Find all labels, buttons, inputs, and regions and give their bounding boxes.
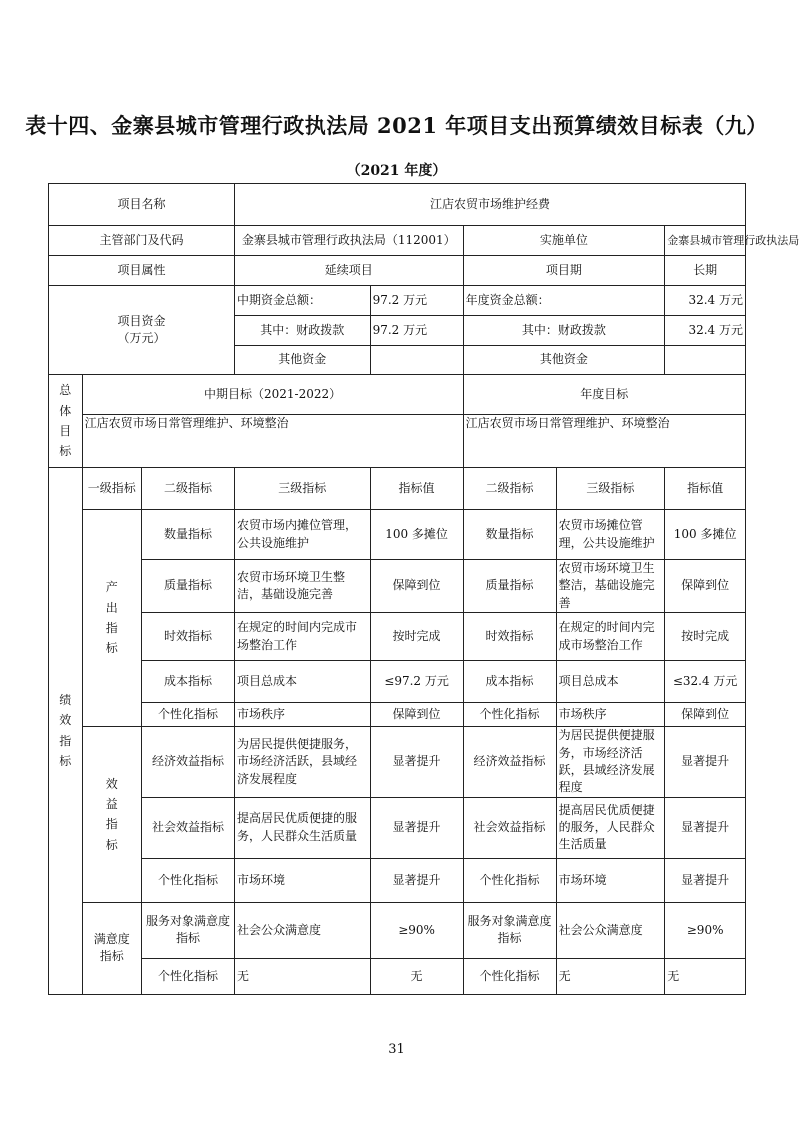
report-year: （2021 年度）	[346, 163, 447, 179]
table-row	[49, 902, 746, 958]
header-mid-l2: 二级指标	[141, 468, 234, 510]
mid-l3: 提高居民优质便捷的服务，人民群众生活质量	[234, 797, 370, 858]
table-row	[49, 613, 746, 661]
period-value: 长期	[665, 256, 746, 286]
year-fiscal-label: 其中：财政拨款	[463, 316, 665, 346]
mid-l2: 个性化指标	[141, 703, 234, 727]
yr-l2: 数量指标	[463, 510, 556, 560]
table-row	[49, 560, 746, 613]
table-row	[49, 958, 746, 994]
mid-val: 显著提升	[370, 727, 463, 798]
dept-value: 金寨县城市管理行政执法局（112001）	[234, 226, 463, 256]
header-mid-l3: 三级指标	[234, 468, 370, 510]
yr-l2: 成本指标	[463, 661, 556, 703]
table-row	[49, 286, 746, 316]
mid-goal-header: 中期目标（2021-2022）	[82, 375, 463, 415]
mid-val: 无	[370, 958, 463, 994]
yr-val: 显著提升	[665, 858, 746, 902]
performance-target-table	[48, 183, 799, 995]
yr-l3: 在规定的时间内完成市场整治工作	[556, 613, 665, 661]
project-name: 江店农贸市场维护经费	[234, 184, 745, 226]
mid-l2: 服务对象满意度指标	[141, 902, 234, 958]
mid-l3: 在规定的时间内完成市场整治工作	[234, 613, 370, 661]
mid-other-value	[370, 346, 463, 375]
mid-val: 按时完成	[370, 613, 463, 661]
yr-val: 显著提升	[665, 727, 746, 798]
year-total-value: 32.4 万元	[665, 286, 746, 316]
mid-l3: 市场秩序	[234, 703, 370, 727]
mid-val: 100 多摊位	[370, 510, 463, 560]
attr-value: 延续项目	[234, 256, 463, 286]
page-title: 表十四、金寨县城市管理行政执法局 2021 年项目支出预算绩效目标表（九）	[25, 113, 768, 138]
funds-label-line2: （万元）	[117, 331, 166, 345]
perf-label	[49, 468, 83, 995]
yr-l2: 个性化指标	[463, 958, 556, 994]
year-total-label: 年度资金总额：	[463, 286, 665, 316]
mid-val: 保障到位	[370, 703, 463, 727]
year-other-value	[665, 346, 746, 375]
cat-satisfaction-text: 满意度指标	[93, 931, 130, 964]
table-row	[49, 415, 746, 468]
overall-goal-label-text: 总体目标	[59, 383, 72, 459]
table-row	[49, 727, 746, 798]
mid-goal-text: 江店农贸市场日常管理维护、环境整治	[82, 415, 463, 468]
yr-val: 按时完成	[665, 613, 746, 661]
overall-goal-label	[49, 375, 83, 468]
yr-l2: 时效指标	[463, 613, 556, 661]
mid-l3: 市场环境	[234, 858, 370, 902]
yr-l3: 农贸市场摊位管理，公共设施维护	[556, 510, 665, 560]
mid-total-value: 97.2 万元	[370, 286, 463, 316]
yr-l2: 个性化指标	[463, 858, 556, 902]
mid-l2: 个性化指标	[141, 858, 234, 902]
mid-val: ≥90%	[370, 902, 463, 958]
yr-l3: 为居民提供便捷服务，市场经济活跃，县域经济发展程度	[556, 727, 665, 798]
table-row	[49, 468, 746, 510]
dept-label: 主管部门及代码	[49, 226, 235, 256]
mid-l3: 为居民提供便捷服务，市场经济活跃，县域经济发展程度	[234, 727, 370, 798]
mid-val: 显著提升	[370, 797, 463, 858]
perf-label-text: 绩效指标	[59, 693, 72, 769]
year-goal-text: 江店农贸市场日常管理维护、环境整治	[463, 415, 745, 468]
yr-l3: 项目总成本	[556, 661, 665, 703]
table-row	[49, 375, 746, 415]
yr-l3: 无	[556, 958, 665, 994]
table-row	[49, 661, 746, 703]
yr-val: 保障到位	[665, 703, 746, 727]
yr-val: ≥90%	[665, 902, 746, 958]
table-row	[49, 226, 746, 256]
mid-fiscal-label: 其中：财政拨款	[234, 316, 370, 346]
header-mid-val: 指标值	[370, 468, 463, 510]
mid-val: 保障到位	[370, 560, 463, 613]
impl-value: 金寨县城市管理行政执法局	[665, 226, 746, 256]
yr-l2: 社会效益指标	[463, 797, 556, 858]
year-other-label: 其他资金	[463, 346, 665, 375]
cat-satisfaction	[82, 902, 141, 994]
yr-val: 100 多摊位	[665, 510, 746, 560]
impl-label: 实施单位	[463, 226, 665, 256]
yr-l3: 市场环境	[556, 858, 665, 902]
mid-l2: 质量指标	[141, 560, 234, 613]
header-l1: 一级指标	[82, 468, 141, 510]
table-row	[49, 510, 746, 560]
year-fiscal-value: 32.4 万元	[665, 316, 746, 346]
header-yr-l2: 二级指标	[463, 468, 556, 510]
yr-val: ≤32.4 万元	[665, 661, 746, 703]
mid-l3: 农贸市场环境卫生整洁，基础设施完善	[234, 560, 370, 613]
yr-l2: 个性化指标	[463, 703, 556, 727]
yr-l3: 农贸市场环境卫生整洁，基础设施完善	[556, 560, 665, 613]
mid-val: 显著提升	[370, 858, 463, 902]
mid-l2: 成本指标	[141, 661, 234, 703]
yr-l2: 服务对象满意度指标	[463, 902, 556, 958]
table-row	[49, 703, 746, 727]
mid-other-label: 其他资金	[234, 346, 370, 375]
attr-label: 项目属性	[49, 256, 235, 286]
yr-l3: 社会公众满意度	[556, 902, 665, 958]
mid-l3: 无	[234, 958, 370, 994]
header-yr-val: 指标值	[665, 468, 746, 510]
mid-l3: 农贸市场内摊位管理，公共设施维护	[234, 510, 370, 560]
period-label: 项目期	[463, 256, 665, 286]
mid-l2: 数量指标	[141, 510, 234, 560]
funds-label-line1: 项目资金	[117, 313, 166, 328]
yr-val: 保障到位	[665, 560, 746, 613]
funds-label	[49, 286, 235, 375]
project-name-label: 项目名称	[49, 184, 235, 226]
yr-val: 显著提升	[665, 797, 746, 858]
mid-l3: 项目总成本	[234, 661, 370, 703]
header-yr-l3: 三级指标	[556, 468, 665, 510]
year-goal-header: 年度目标	[463, 375, 745, 415]
table-row	[49, 797, 746, 858]
mid-l2: 个性化指标	[141, 958, 234, 994]
yr-l3: 提高居民优质便捷的服务，人民群众生活质量	[556, 797, 665, 858]
mid-l3: 社会公众满意度	[234, 902, 370, 958]
mid-total-label: 中期资金总额：	[234, 286, 370, 316]
cat-output-text: 产出指标	[105, 580, 118, 656]
mid-l2: 社会效益指标	[141, 797, 234, 858]
mid-l2: 时效指标	[141, 613, 234, 661]
cat-benefit	[82, 727, 141, 903]
table-row	[49, 184, 746, 226]
table-row	[49, 858, 746, 902]
mid-val: ≤97.2 万元	[370, 661, 463, 703]
mid-fiscal-value: 97.2 万元	[370, 316, 463, 346]
yr-val: 无	[665, 958, 746, 994]
cat-output	[82, 510, 141, 727]
mid-l2: 经济效益指标	[141, 727, 234, 798]
yr-l2: 质量指标	[463, 560, 556, 613]
table-row	[49, 256, 746, 286]
page-number: 31	[388, 1042, 405, 1057]
cat-benefit-text: 效益指标	[105, 776, 118, 852]
yr-l2: 经济效益指标	[463, 727, 556, 798]
yr-l3: 市场秩序	[556, 703, 665, 727]
